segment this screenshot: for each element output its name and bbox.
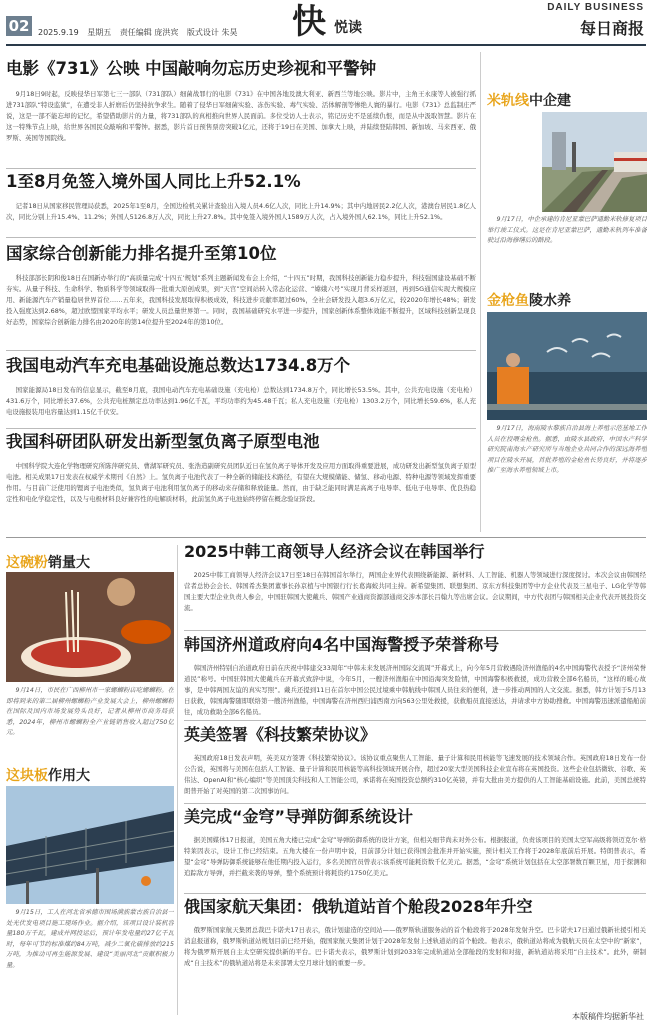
divider: [6, 350, 476, 351]
article-body: 据美国媒体17日报道，美国五角大楼已完成“金穹”导弹防御系统的设计方案，但相关细节尚未对外公布。根据报道，负责该项目的美国太空军高级将领迈克尔·格特莱因表示，设计工作已经结束。五角大楼在一份声明中说，目前部分计划已获得国会批准并开始实施，预计相关工作将于2028年底前后开展。特朗普表示，希望“金穹”导弹防御系统能够在他任期内投入运行，多名美国官员曾表示该系统可能耗资数千亿美元。据悉，“金穹”系统计划包括在太空部署数百颗卫星，用于探测和追踪敌方导弹，并拦截来袭的导弹，整个系统预计将耗资约1750亿美元。: [184, 836, 646, 878]
headline: 电影《731》公映 中国敲响勿忘历史珍视和平警钟: [6, 59, 377, 78]
noodle-photo: [6, 572, 174, 682]
article-2: [6, 173, 476, 234]
caption-rail: [487, 215, 647, 270]
article-6: [184, 543, 646, 636]
issue-weekday: 星期五: [87, 28, 112, 37]
headline: 国家综合创新能力排名提升至第10位: [6, 244, 277, 263]
photo-feature-tuna: [487, 290, 647, 310]
section-name: 悦读: [334, 20, 362, 36]
divider: [184, 803, 646, 804]
article-8: [184, 726, 646, 808]
article-body: 英国政府18日发表声明，英美双方签署《科技繁荣协议》。该协议重点聚焦人工智能、量子计算和民用核能等飞速发展的技术领域合作。英国政府18日发布一份公告说，英国将与美国在包括人工智能、量子计算和民用核能等高科技领域开展合作，超过20家大型美国科技企业宣布将在英国投资。这些企业包括微软、谷歌、英伟达、OpenAI和“核心编织”等美国顶尖科技和人工智能公司，承诺将在英国投资总额约310亿英镑，并有大批由美方提供的人工智能基础设施。此前，美国总统特朗普开始了对英国的第二次国事访问。: [184, 754, 646, 796]
photo-caption: 9月17日，中企承建的肯尼亚蒙巴萨通勤米轨修复项目举行竣工仪式。这是在肯尼亚蒙巴萨，通勤米轨列车准备驶过沿海修缮后的路段。: [487, 216, 647, 244]
brand-chinese: 每日商报: [579, 19, 644, 38]
divider: [6, 237, 476, 238]
headline: 俄国家航天集团：俄轨道站首个舱段2028年升空: [184, 897, 533, 916]
caption-tuna: [487, 424, 647, 500]
photo-caption: 9月17日，海南陵水黎族自治县海上养殖示范基地工作人员在投喂金枪鱼。据悉，由陵水县政府、中国水产科学研究院南海水产研究所与当地企业共同合作的深远海养殖项目在陵水开展，首批养殖的金枪鱼长势良好，并将逐步推广至海水养殖领域上市。: [487, 425, 647, 474]
solar-photo: [6, 786, 174, 904]
brand-english: DAILY BUSINESS: [547, 2, 644, 13]
designer-credit: 版式设计 朱昊: [186, 28, 238, 37]
photo-caption: 9月14日，市民在广西柳州市一家螺蛳粉店吃螺蛳粉。在即将到来的第二届柳州螺蛳粉产业发展大会上，柳州螺蛳粉在国际及国内市场发展势头良好，记者从柳州市商务局获悉，2024年，柳州市螺蛳粉全产业链销售收入超过750亿元。: [6, 687, 174, 736]
photo-feature-noodle: [6, 552, 174, 572]
feature-title: 金枪鱼陵水养: [487, 293, 571, 309]
article-body: 中国科学院大连化学物理研究所陈萍研究员、曹湖军研究员、张浩造副研究员团队近日在氢负离子导体开发及应用方面取得重要进展，成功研发出新型氢负离子原型电池。相关成果17日发表在权威学术期刊《自然》上。氢负离子电池代表了一种全新的储能技术路径，有望在大规模储能、储氢、移动电源、特种电源等领域发挥重要作用。与目前广泛使用的锂离子电池类似，氢负离子电池利用氢负离子的移动来存储和释放能量。然而，由于缺乏能同时满足高离子电导率、低电子电导率、优良热稳定性和电化学稳定性，以及与电极材料良好兼容性的电解质材料，此前氢负离子电池始终停留在概念验证阶段。: [6, 461, 476, 503]
article-body: 俄罗斯国家航天集团总裁巴卡诺夫17日表示，俄计划建造的空间站——俄罗斯轨道服务站的首个舱段将于2028年发射升空。巴卡诺夫17日通过俄新社援引相关消息报道称，俄罗斯轨道站规划目前已经开始，俄国家航天集团计划于2028年发射上述轨道站的首个舱段。他表示，俄轨道站将成为俄航天员在太空中的“新家”，将为俄罗斯开展自主太空研究提供新的平台。巴卡诺夫表示，俄罗斯计划到2033年完成轨道站全部舱段的发射和对接，新轨道站将采用“自主技术”。此外，研制成“自主技术”的俄轨道站将是未来部署太空月球计划的重要一步。: [184, 926, 646, 968]
divider: [184, 630, 646, 631]
article-7: [184, 636, 646, 729]
feature-title: 这块板作用大: [6, 768, 90, 784]
tuna-photo: [487, 312, 647, 420]
headline: 英美签署《科技繁荣协议》: [184, 725, 377, 744]
article-10: [184, 898, 646, 1002]
article-body: 9月18日9时起，反映侵华日军第七三一部队（731部队）细菌战罪行的电影《731》在中国各地及澳大利亚、新西兰等地公映。影片中，主角王永康等人被强行抓进731部队“特设监狱”，在遭受非人折磨后仍坚持抗争求生。随着了侵华日军细菌实验、冻伤实验、毒气实验、活体解剖等惨绝人寰的暴行。电影《731》总监制庄严说，这是一部不能忘却的记忆，希望借助影片的力量，将731部队的真相推向世界人民面前。多位受访人士表示，铭记历史不是延续仇恨，而是从中汲取智慧。影片在这一特殊节点上映，给世界各国民众敲响和平警钟。据悉，影片首日预售票房突破1亿元，还将于19日在美国、加拿大上映，并陆续登陆韩国、新加坡、马来西亚、俄罗斯、英国等国院线。: [6, 89, 476, 142]
headline: 我国电动汽车充电基础设施总数达1734.8万个: [6, 356, 351, 375]
divider: [184, 893, 646, 894]
article-body: 记者18日从国家移民管理局获悉，2025年1至8月，全国边检机关累计查验出入境人员4.6亿人次，同比上升14.9%；其中内地居民2.2亿人次，港澳台居民1.8亿人次，同比分别上升15.4%、11.2%；外国人5126.8万人次，同比上升27.8%。其中免签入境外国人1589万人次，占入境外国人62.1%，同比上升52.1%。: [6, 201, 476, 221]
source-credit: 本版稿件均据新华社: [572, 1012, 644, 1021]
headline: 我国科研团队研发出新型氢负离子原型电池: [6, 432, 320, 451]
article-3: [6, 245, 476, 339]
article-body: 2025中韩工商领导人经济会议17日至18日在韩国首尔举行，两国企业界代表围绕新能源、新材料、人工智能、机器人等领域进行深度探讨。本次会议由韩国经营者总协会会长、韩国希杰集团董事长孙京植与中国银行行长葛海蛟共同主持。新希望集团、联想集团、京东方科技集团等中方企业代表及三星电子、LG化学等韩国主要大型企业负责人参会，中国驻韩国大使戴兵、韩国产业通商资源部通商交涉本部长吕翰九等出席会议。会议期间，中方代表团与韩国相关企业代表开展投资交流。: [184, 571, 646, 613]
feature-title: 米轨线中企建: [487, 93, 571, 109]
column-divider: [480, 52, 481, 532]
divider: [6, 428, 476, 429]
headline: 2025中韩工商领导人经济会议在韩国举行: [184, 542, 485, 561]
divider: [184, 720, 646, 721]
caption-noodle: [6, 686, 174, 752]
feature-title: 这碗粉销量大: [6, 555, 90, 571]
headline: 美完成“金穹”导弹防御系统设计: [184, 807, 414, 826]
section-rule: [6, 537, 646, 538]
page-header: [0, 0, 652, 48]
issue-meta: [38, 27, 243, 38]
issue-date: 2025.9.19: [38, 28, 79, 37]
caption-solar: [6, 908, 174, 994]
article-body: 国家能源局18日发布的信息显示，截至8月底，我国电动汽车充电基础设施（充电枪）总数达到1734.8万个，同比增长53.5%。其中，公共充电设施（充电枪）431.6万个，同比增长37.6%，公共充电桩额定总功率达到1.96亿千瓦，平均功率约为45.48千瓦；私人充电设施（充电枪）1303.2万个，同比增长59.6%，私人充电设施报装用电容量达到1.15亿千伏安。: [6, 385, 476, 416]
article-4: [6, 357, 476, 429]
section-big-char: 快: [292, 2, 326, 42]
photo-feature-solar: [6, 765, 174, 785]
photo-feature-rail: [487, 90, 647, 110]
header-rule: [6, 44, 646, 46]
page-number: 02: [6, 16, 32, 36]
headline: 韩国济州道政府向4名中国海警授予荣誉称号: [184, 635, 500, 654]
column-divider: [177, 545, 178, 1015]
article-body: 科技部部长阴和俊18日在国新办举行的“高质量完成‘十四五’规划”系列主题新闻发布会上介绍，“十四五”时期，我国科技创新能力稳步提升，科技强国建设基础不断夯实。从量子科技、生命科学、物质科学等领域取得一批重大原创成果，到“天宫”空间站转入常态化运营、“嫦娥六号”实现月背采样返回，再到5G通信实现大规模应用、新能源汽车产销量稳居世界首位……五年来，我国科技发展取得积极成效，科技进步贡献率超过60%，全社会研发投入超3.6万亿元，较2020年增长48%；研发投入强度达到2.68%，超过欧盟国家平均水平；研发人员总量世界第一。同时，我国基础研究水平进一步提升，国家创新体系整体效能不断提升，区域科技创新呈现良好态势，国家综合创新能力排名由2020年的第14位提升至2024年的第10位。: [6, 273, 476, 326]
photo-caption: 9月15日，工人在河北省承德市围场满族蒙古族自治县一处光伏发电项目施工现场作业。据介绍，该项目设计装机容量180万千瓦，建成并网投运后，预计年发电量约27亿千瓦时，每年可节约标准煤约84万吨，减少二氧化碳排放约215万吨，为推动可再生能源发展、建设“美丽河北”贡献积极力量。: [6, 909, 174, 969]
editor-credit: 责任编辑 庞洪宾: [119, 28, 179, 37]
divider: [6, 168, 476, 169]
article-5: [6, 433, 476, 527]
rail-photo: [542, 112, 647, 212]
article-body: 韩国济州特别自治道政府日前在庆祝中韩建交33周年“中韩未来发展济州国际交流周”开幕式上，向今年5月营救遇险济州渔船的4名中国海警代表授予“济州荣誉道民”称号。中国驻韩国大使戴兵在开幕式致辞中说，今年5月，一艘济州渔船在中国沿海突发险情，中国海警积极救援，成功营救全部6名船员，“这样的暖心故事，是中韩两国友谊的真实写照”。戴兵还提到11日在首尔中国公民过境乘中韩航线中韩国人员往来的便利，进一步推动两国的人文交流。据悉，韩方计划于5月13日获救，韩国海警随即联络第一艘济州渔船，中国海警在济州西归浦西南方向563公里处救援，获救船员直接送达，并请求中方协助搜救。中国海警迅速派遣船舶前往，成功救助全部6名船员。: [184, 664, 646, 717]
headline: 1至8月免签入境外国人同比上升52.1%: [6, 172, 301, 191]
article-1: [6, 60, 476, 177]
article-9: [184, 808, 646, 890]
